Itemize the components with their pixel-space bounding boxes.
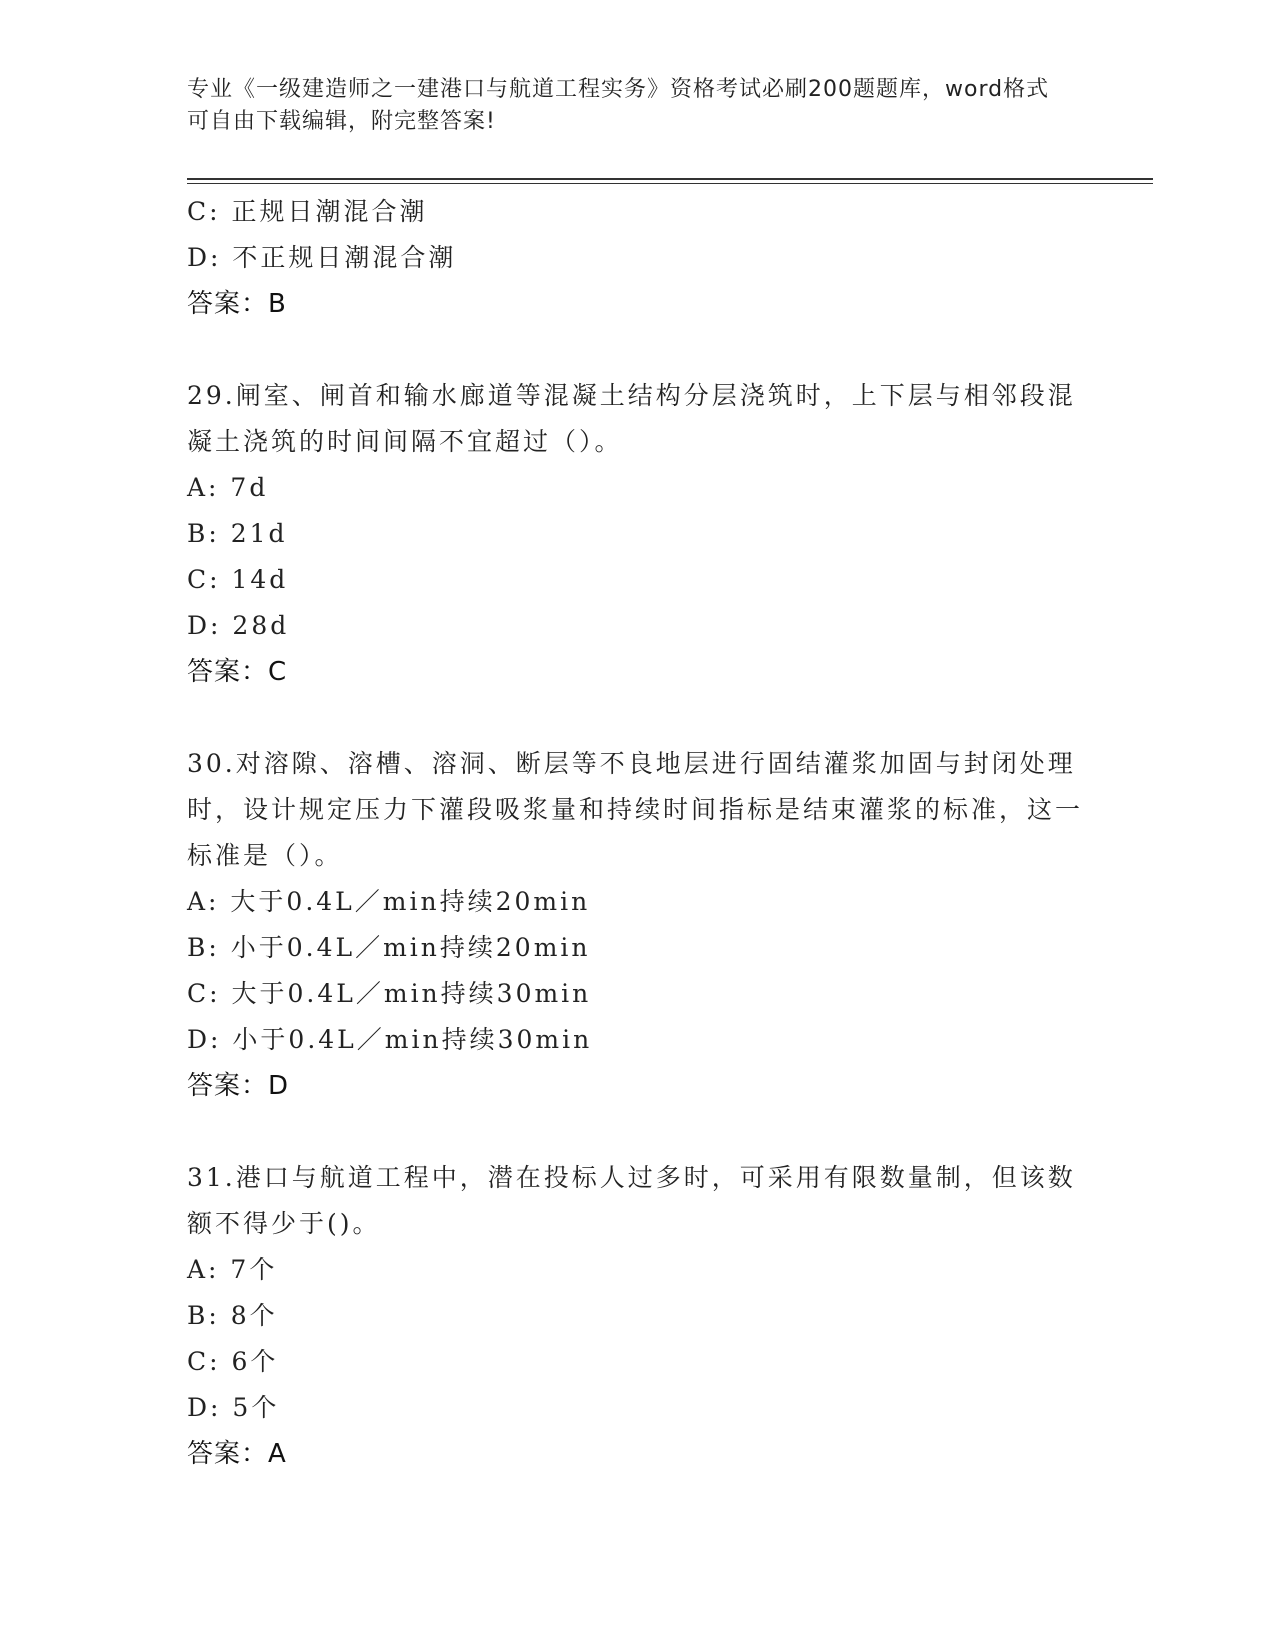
header-divider-thin <box>187 183 1153 184</box>
question-30 <box>187 741 1117 1109</box>
header-divider <box>187 178 1153 180</box>
answer-label: 答案：A <box>187 1439 287 1469</box>
question-stem: 30.对溶隙、溶槽、溶洞、断层等不良地层进行固结灌浆加固与封闭处理时，设计规定压力下灌段吸浆量和持续时间指标是结束灌浆的标准，这一标准是（）。 <box>187 749 1084 870</box>
option-c: C: 正规日潮混合潮 <box>187 197 428 226</box>
question-stem: 29.闸室、闸首和输水廊道等混凝土结构分层浇筑时，上下层与相邻段混凝土浇筑的时间间隔不宜超过（）。 <box>187 381 1076 456</box>
option-b: B: 8个 <box>187 1301 278 1330</box>
question-stem: 31.港口与航道工程中，潜在投标人过多时，可采用有限数量制，但该数额不得少于()。 <box>187 1163 1076 1238</box>
question-spacer <box>187 1109 1117 1155</box>
option-c: C: 6个 <box>187 1347 279 1376</box>
option-d: D: 不正规日潮混合潮 <box>187 243 457 272</box>
question-list <box>187 189 1117 1477</box>
option-a: A: 7个 <box>187 1255 278 1284</box>
question-spacer <box>187 327 1117 373</box>
question-28-tail <box>187 189 1117 327</box>
option-c: C: 大于0.4L／min持续30min <box>187 979 592 1008</box>
question-31 <box>187 1155 1117 1477</box>
document-header: 专业《一级建造师之一建港口与航道工程实务》资格考试必刷200题题库，word格式可自由下载编辑，附完整答案! <box>187 77 1050 134</box>
question-spacer <box>187 695 1117 741</box>
option-a: A: 大于0.4L／min持续20min <box>187 887 591 916</box>
answer-label: 答案：B <box>187 289 287 319</box>
option-c: C: 14d <box>187 565 289 594</box>
option-b: B: 小于0.4L／min持续20min <box>187 933 591 962</box>
option-b: B: 21d <box>187 519 288 548</box>
option-d: D: 小于0.4L／min持续30min <box>187 1025 593 1054</box>
option-d: D: 5个 <box>187 1393 280 1422</box>
question-29 <box>187 373 1117 695</box>
option-d: D: 28d <box>187 611 290 640</box>
option-a: A: 7d <box>187 473 269 502</box>
answer-label: 答案：C <box>187 657 288 687</box>
answer-label: 答案：D <box>187 1071 290 1101</box>
